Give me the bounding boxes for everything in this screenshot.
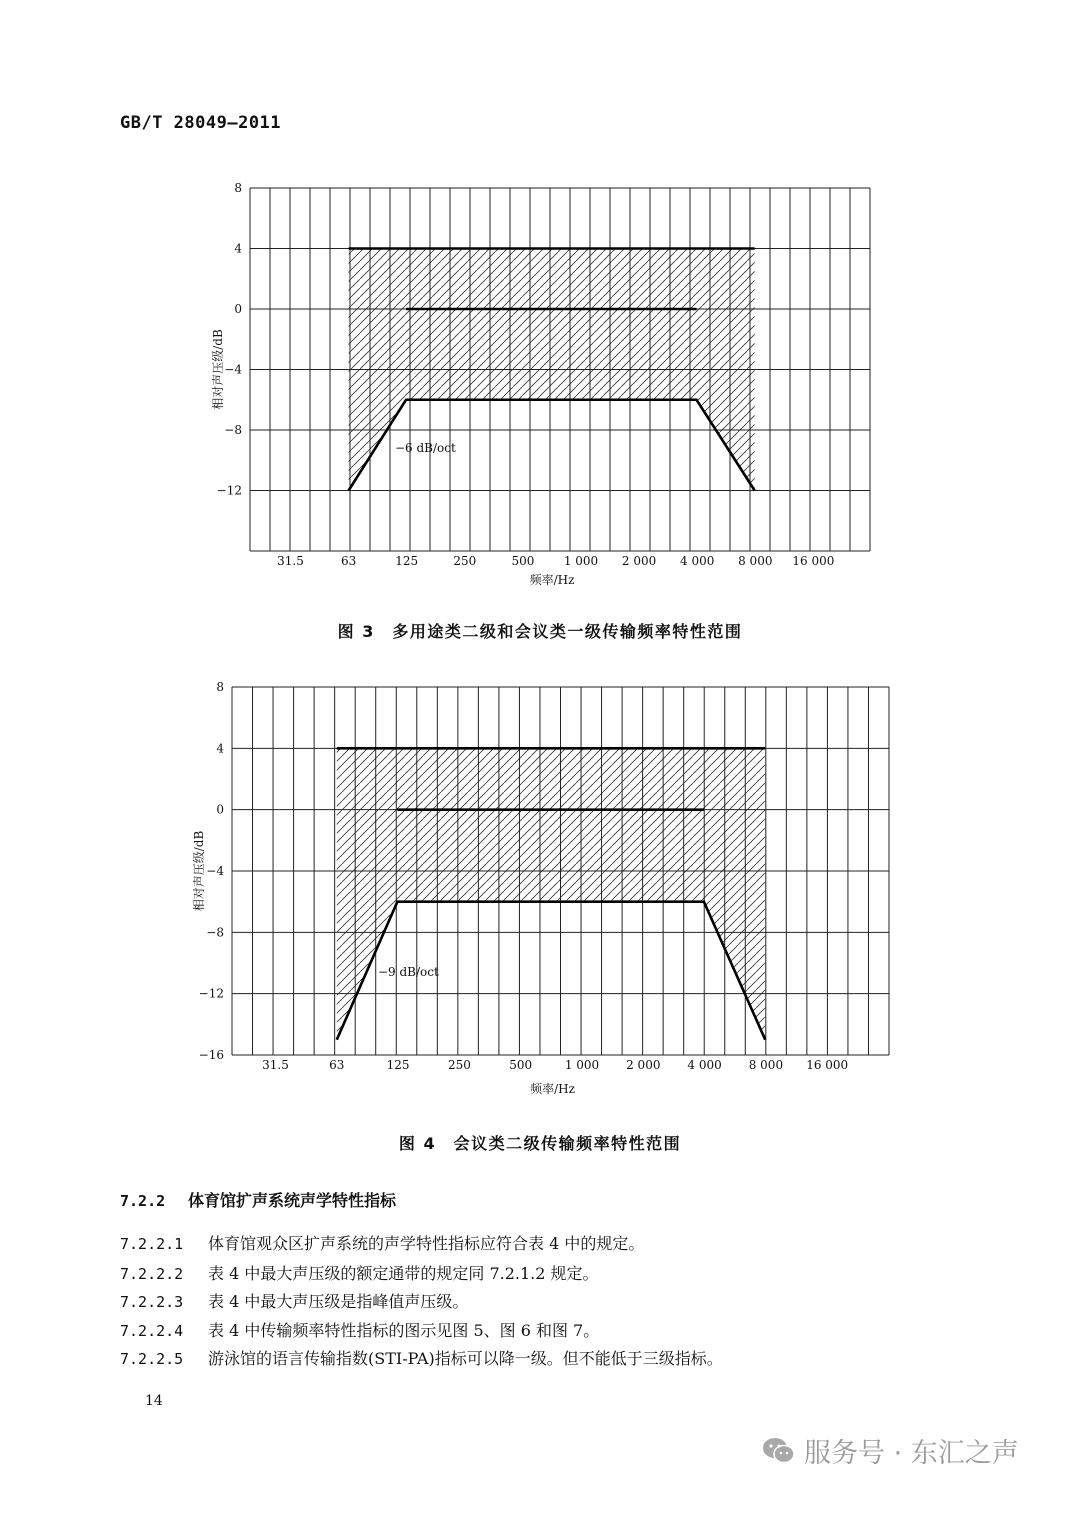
y-tick-label: −8 xyxy=(224,423,242,437)
x-axis-label: 频率/Hz xyxy=(530,1082,575,1096)
y-tick-label: 0 xyxy=(216,802,224,817)
y-tick-label: −16 xyxy=(198,1048,224,1062)
figure-3-caption: 图 3 多用途类二级和会议类一级传输频率特性范围 xyxy=(337,622,743,641)
y-tick-label: −4 xyxy=(224,362,242,377)
x-tick-label: 31.5 xyxy=(262,1058,289,1072)
clause-text: 体育馆观众区扩声系统的声学特性指标应符合表 4 中的规定。 xyxy=(208,1234,645,1253)
clause-number: 7.2.2.1 xyxy=(120,1235,184,1253)
y-tick-label: 8 xyxy=(216,680,224,694)
x-tick-label: 63 xyxy=(329,1058,345,1072)
y-tick-label: 0 xyxy=(234,302,242,316)
x-tick-label: 4 000 xyxy=(680,554,715,568)
slope-annotation: −6 dB/oct xyxy=(395,441,456,455)
y-tick-label: −12 xyxy=(198,986,224,1001)
x-tick-label: 500 xyxy=(509,1058,533,1072)
y-axis-label: 相对声压级/dB xyxy=(192,830,206,912)
x-tick-label: 2 000 xyxy=(626,1058,661,1072)
y-tick-label: 4 xyxy=(216,741,224,756)
clause-text: 表 4 中最大声压级是指峰值声压级。 xyxy=(208,1292,469,1311)
x-tick-label: 16 000 xyxy=(806,1058,849,1072)
x-tick-label: 2 000 xyxy=(621,554,657,568)
watermark xyxy=(762,1431,1019,1470)
x-tick-label: 1 000 xyxy=(563,554,599,568)
clause-number: 7.2.2.4 xyxy=(120,1322,184,1340)
x-tick-label: 8 000 xyxy=(738,554,773,568)
page-number: 14 xyxy=(145,1393,163,1409)
x-tick-label: 125 xyxy=(395,554,419,568)
clause xyxy=(120,1318,599,1341)
x-tick-label: 8 000 xyxy=(748,1058,784,1072)
y-tick-label: −4 xyxy=(206,864,224,878)
slope-annotation: −9 dB/oct xyxy=(378,965,439,979)
clause-text: 游泳馆的语言传输指数(STI-PA)指标可以降一级。但不能低于三级指标。 xyxy=(208,1349,723,1368)
clause-number: 7.2.2.2 xyxy=(120,1265,184,1283)
hatched-region xyxy=(337,748,765,1039)
x-tick-label: 63 xyxy=(340,554,357,568)
x-tick-label: 500 xyxy=(511,554,535,568)
y-tick-label: 8 xyxy=(234,181,242,195)
section-number: 7.2.2 xyxy=(120,1192,166,1210)
figure-4-caption: 图 4 会议类二级传输频率特性范围 xyxy=(398,1134,682,1153)
clause xyxy=(120,1289,468,1312)
y-tick-label: −8 xyxy=(206,925,224,940)
x-tick-label: 4 000 xyxy=(687,1058,722,1072)
y-tick-label: 4 xyxy=(234,241,242,256)
x-tick-label: 1 000 xyxy=(564,1058,600,1072)
clause-number: 7.2.2.5 xyxy=(120,1350,184,1368)
x-tick-label: 250 xyxy=(447,1058,471,1072)
x-tick-label: 125 xyxy=(386,1058,410,1072)
y-axis-label: 相对声压级/dB xyxy=(211,329,225,410)
x-tick-label: 16 000 xyxy=(792,554,835,568)
clause-text: 表 4 中最大声压级的额定通带的规定同 7.2.1.2 规定。 xyxy=(208,1264,599,1283)
x-tick-label: 31.5 xyxy=(277,554,304,568)
section-title: 体育馆扩声系统声学特性指标 xyxy=(188,1191,397,1210)
clause xyxy=(120,1346,723,1369)
clause-number: 7.2.2.3 xyxy=(120,1293,184,1311)
x-tick-label: 250 xyxy=(453,554,477,568)
standard-code: GB/T 28049—2011 xyxy=(120,113,282,133)
clause-text: 表 4 中传输频率特性指标的图示见图 5、图 6 和图 7。 xyxy=(208,1321,600,1340)
x-axis-label: 频率/Hz xyxy=(529,573,575,587)
clause xyxy=(120,1231,644,1254)
section-heading xyxy=(120,1188,396,1211)
y-tick-label: −12 xyxy=(216,483,242,498)
clause xyxy=(120,1261,599,1284)
watermark-text: 服务号 · 东汇之声 xyxy=(804,1438,1019,1469)
wechat-icon xyxy=(762,1436,796,1466)
